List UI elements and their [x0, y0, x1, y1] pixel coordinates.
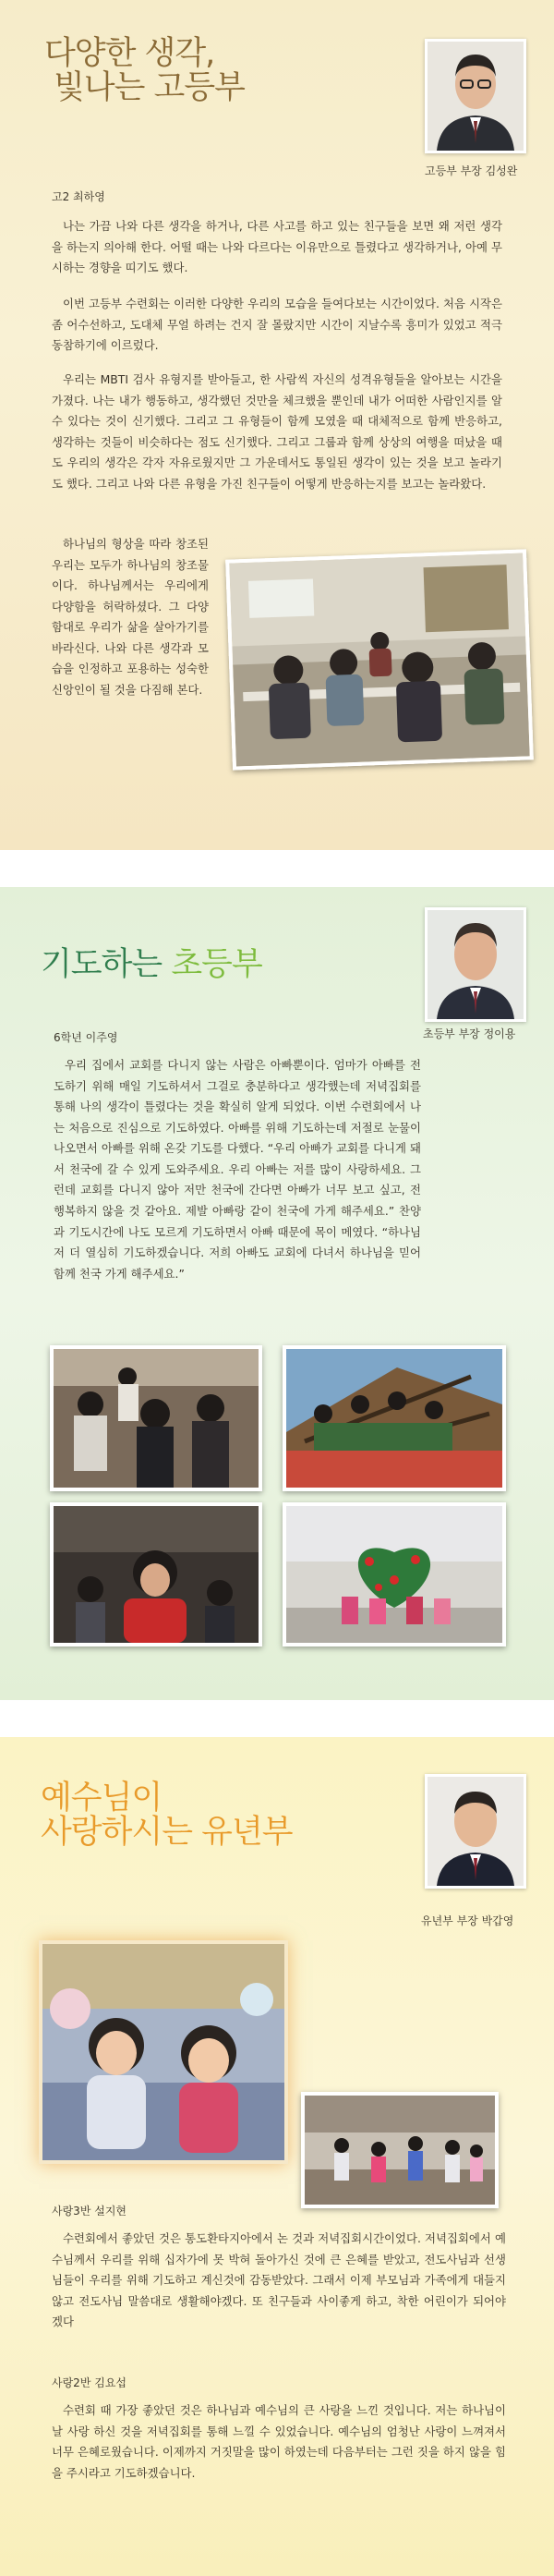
high-school-title-line1: 다양한 생각, [44, 35, 215, 72]
section-divider [0, 850, 554, 887]
elementary-leader-photo [425, 907, 526, 1022]
elementary-title-part1: 기도하는 [41, 946, 172, 983]
kindergarten-photo-secondary [301, 2092, 499, 2208]
elementary-photo-4 [283, 1502, 506, 1646]
high-school-camp-photo [225, 549, 534, 770]
high-school-leader-photo [425, 39, 526, 153]
high-school-paragraph-2: 이번 고등부 수련회는 이러한 다양한 우리의 모습을 들여다보는 시간이었다. 처음 시작은 좀 어수선하고, 도대체 무얼 하려는 건지 잘 몰랐지만 시간이 지날수록 흥미가 있었고 적극 동참하기에 이르렀다. [52, 297, 502, 353]
kindergarten-author-2: 사랑2반 김요섭 [52, 2376, 127, 2389]
kindergarten-author-1: 사랑3반 설지현 [52, 2205, 127, 2218]
elementary-author: 6학년 이주영 [54, 1031, 118, 1044]
elementary-title-part2: 초등부 [171, 946, 262, 983]
high-school-author: 고2 최하영 [52, 190, 105, 203]
kindergarten-leader-photo [425, 1774, 526, 1889]
elementary-photo-1 [50, 1345, 262, 1491]
kindergarten-paragraph-1: 수련회에서 좋았던 것은 통도환타지아에서 논 것과 저녁집회시간이었다. 저녁집회에서 예수님께서 우리를 위해 십자가에 못 박혀 돌아가신 것에 큰 은혜를 받았고, 전도사님과 선생님들이 우리를 위해 기도하고 계신것에 감동받았다. 그래서 이제 부모님과 가족에게 대들지 않고 전도사님 말씀대로 생활해야겠다. 또 친구들과 사이좋게 하고, 착한 어린이가 되어야 겠다 [52, 2231, 506, 2329]
kindergarten-photo-main [39, 1940, 288, 2164]
high-school-leader-caption: 고등부 부장 김성완 [425, 164, 518, 177]
high-school-section [0, 0, 554, 850]
elementary-section [0, 887, 554, 1700]
high-school-paragraph-4: 하나님의 형상을 따라 창조된 우리는 모두가 하나님의 창조물이다. 하나님께서는 우리에게 다양함을 허락하셨다. 그 다양함대로 우리가 삶을 살아가기를 바라신다. 나와 다른 생각과 모습을 인정하고 포용하는 성숙한 신앙인이 될 것을 다짐해 본다. [52, 537, 209, 698]
section-divider [0, 1700, 554, 1737]
elementary-leader-caption: 초등부 부장 정이용 [423, 1027, 516, 1040]
kindergarten-title [41, 1781, 293, 1850]
elementary-photo-3 [50, 1502, 262, 1646]
kindergarten-title-line2: 사랑하시는 유년부 [41, 1813, 293, 1851]
high-school-paragraph-3: 우리는 MBTI 검사 유형지를 받아들고, 한 사람씩 자신의 성격유형들을 알아보는 시간을 가졌다. 나는 내가 행동하고, 생각했던 것만을 체크했을 뿐인데 내가 어떠한 사람인지를 알 수 있다는 것이 신기했다. 그리고 그 유형들이 함께 모였을 때 대체적으로 함께 반응하고, 생각하는 것들이 비슷하다는 점도 신기했다. 그리고 그룹과 함께 상상의 여행을 떠났을 때도 우리의 생각은 각자 자유로웠지만 그 가운데서도 통일된 생각이 있는 것을 보고 놀라기도 했다. 그리고 나와 다른 유형을 가진 친구들이 어떻게 반응하는지를 보고는 놀라왔다. [52, 372, 502, 491]
elementary-paragraph: 우리 집에서 교회를 다니지 않는 사람은 아빠뿐이다. 엄마가 아빠를 전도하기 위해 매일 기도하셔서 그걸로 충분하다고 생각했는데 저녁집회를 통해 나의 생각이 틀렸다는 것을 확실히 알게 되었다. 이번 수련회에서 나는 처음으로 진심으로 기도하였다. 아빠를 위해 기도하는데 저절로 눈물이 나오면서 아빠를 위해 온갖 기도를 다했다. “우리 아빠가 교회를 다니게 돼서 천국에 갈 수 있게 도와주세요. 우리 아빠는 저를 많이 사랑하세요. 그런데 교회를 다니지 않아 저만 천국에 간다면 아빠가 너무 보고 싶고, 전 행복하지 않을 것 같아요. 제발 아빠랑 같이 천국에 가게 해주세요.” 찬양과 기도시간에 나도 모르게 기도하면서 아빠 때문에 목이 메였다. “하나님 저 더 열심히 기도하겠습니다. 저희 아빠도 교회에 다녀서 하나님을 믿어 함께 천국 가게 해주세요.” [54, 1058, 421, 1281]
kindergarten-leader-caption: 유년부 부장 박갑영 [421, 1914, 514, 1927]
kindergarten-paragraph-2: 수련회 때 가장 좋았던 것은 하나님과 예수님의 큰 사랑을 느낀 것입니다. 저는 하나님이 날 사랑 하신 것을 저녁집회를 통해 느낄 수 있었습니다. 예수님의 엄청난 사랑이 느껴져서 너무 은혜로웠습니다. 이제까지 거짓말을 많이 하였는데 다음부터는 그런 짓을 하지 않을 힘을 주시라고 기도하겠습니다. [52, 2403, 506, 2480]
high-school-title-line2: 빛나는 고등부 [54, 68, 245, 106]
high-school-title [44, 37, 245, 105]
kindergarten-title-line1: 예수님이 [41, 1780, 163, 1817]
high-school-paragraph-1: 나는 가끔 나와 다른 생각을 하거나, 다른 사고를 하고 있는 친구들을 보면 왜 저런 생각을 하는지 의아해 한다. 어떨 때는 나와 다르다는 이유만으로 틀렸다고 생각하거나, 아예 무시하는 경향을 띠기도 했다. [52, 219, 502, 275]
elementary-title [41, 948, 262, 982]
kindergarten-section [0, 1737, 554, 2576]
elementary-photo-2 [283, 1345, 506, 1491]
